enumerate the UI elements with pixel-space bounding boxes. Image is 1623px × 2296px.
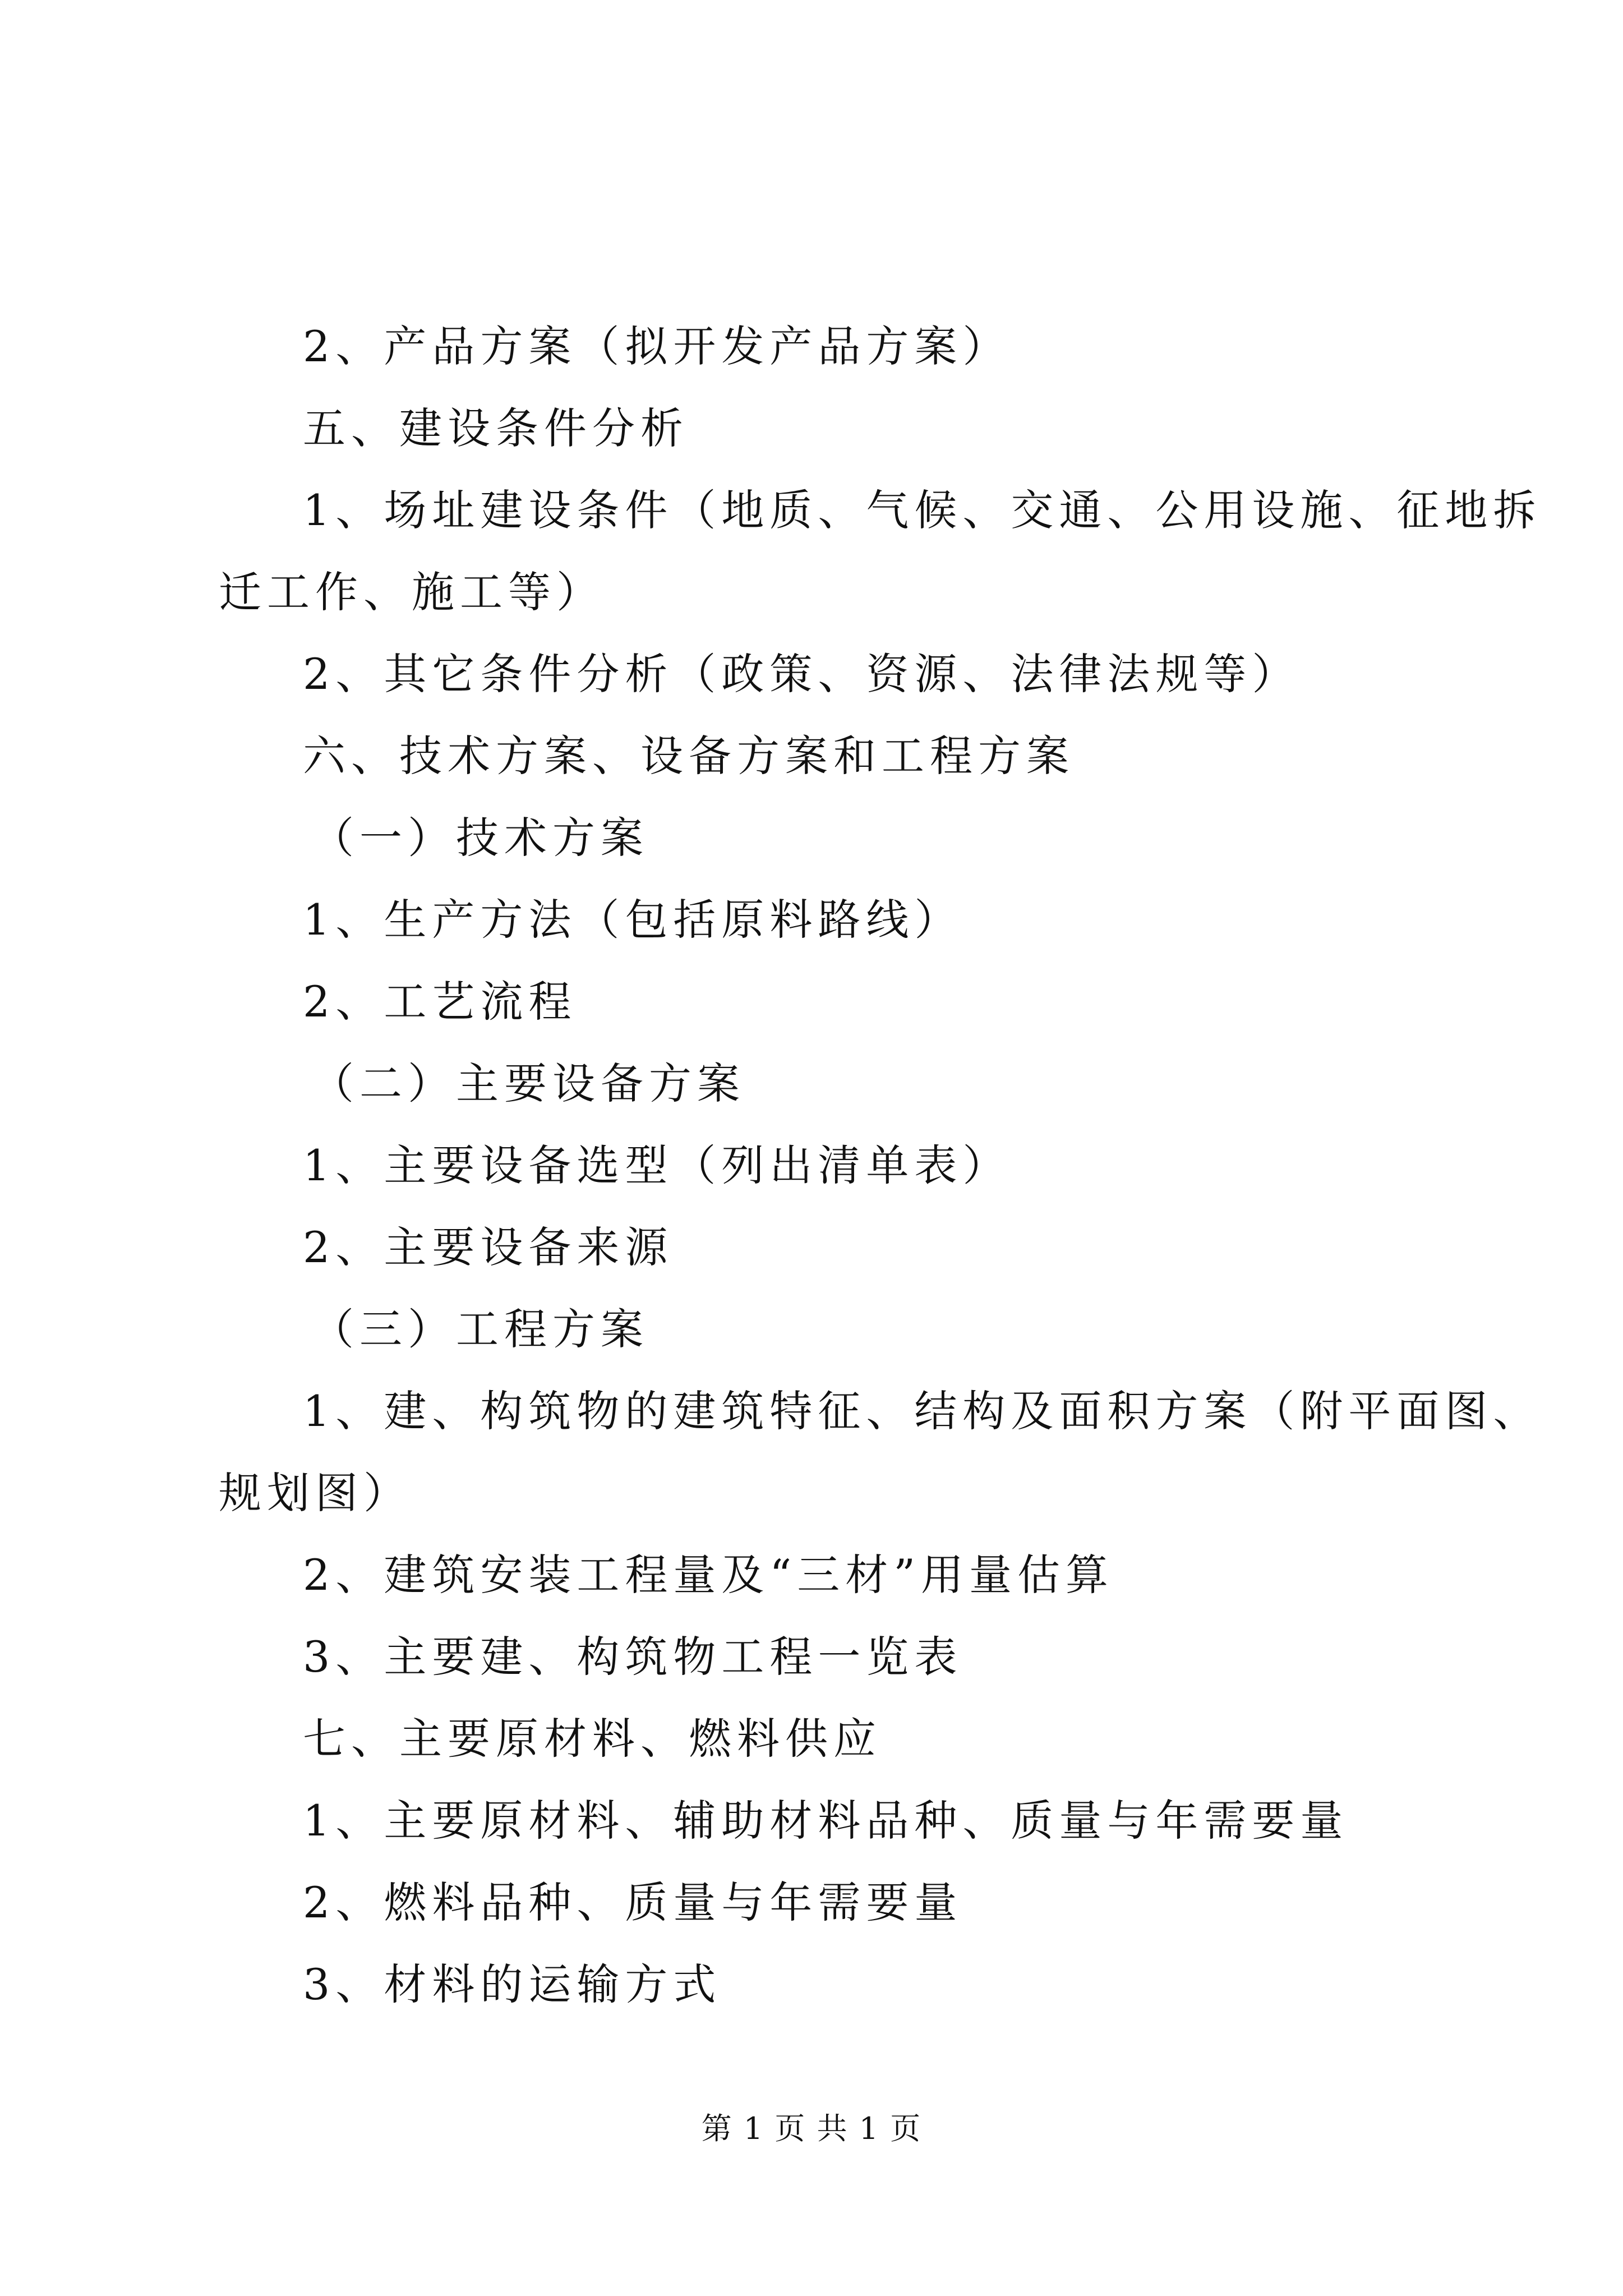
text-line: 3、主要建、构筑物工程一览表 <box>303 1632 963 1682</box>
text-line: 2、燃料品种、质量与年需要量 <box>303 1878 963 1927</box>
text-line: 1、生产方法（包括原料路线） <box>303 895 963 945</box>
text-line: 1、场址建设条件（地质、气候、交通、公用设施、征地拆 <box>303 485 1542 535</box>
text-line: 1、主要原材料、辅助材料品种、质量与年需要量 <box>303 1796 1349 1846</box>
page-footer: 第 1 页 共 1 页 <box>701 2111 922 2146</box>
text-line: 1、主要设备选型（列出清单表） <box>303 1140 1011 1190</box>
text-line: 3、材料的运输方式 <box>303 1959 722 2009</box>
text-line: 1、建、构筑物的建筑特征、结构及面积方案（附平面图、 <box>303 1386 1542 1436</box>
text-line: 五、建设条件分析 <box>303 403 689 453</box>
text-line: 迁工作、施工等） <box>219 567 605 617</box>
text-line: 2、产品方案（拟开发产品方案） <box>303 321 1011 371</box>
text-line: 2、建筑安装工程量及“三材”用量估算 <box>303 1550 1114 1600</box>
text-line: 规划图） <box>219 1468 412 1518</box>
text-line: 六、技术方案、设备方案和工程方案 <box>303 731 1075 781</box>
text-line: 七、主要原材料、燃料供应 <box>303 1714 882 1764</box>
text-line: （一）技术方案 <box>311 813 649 863</box>
text-line: 2、工艺流程 <box>303 977 577 1027</box>
text-line: （三）工程方案 <box>311 1304 649 1354</box>
document-body <box>219 306 1542 2026</box>
text-line: （二）主要设备方案 <box>311 1059 745 1108</box>
text-line: 2、其它条件分析（政策、资源、法律法规等） <box>303 649 1301 699</box>
text-line: 2、主要设备来源 <box>303 1222 674 1272</box>
